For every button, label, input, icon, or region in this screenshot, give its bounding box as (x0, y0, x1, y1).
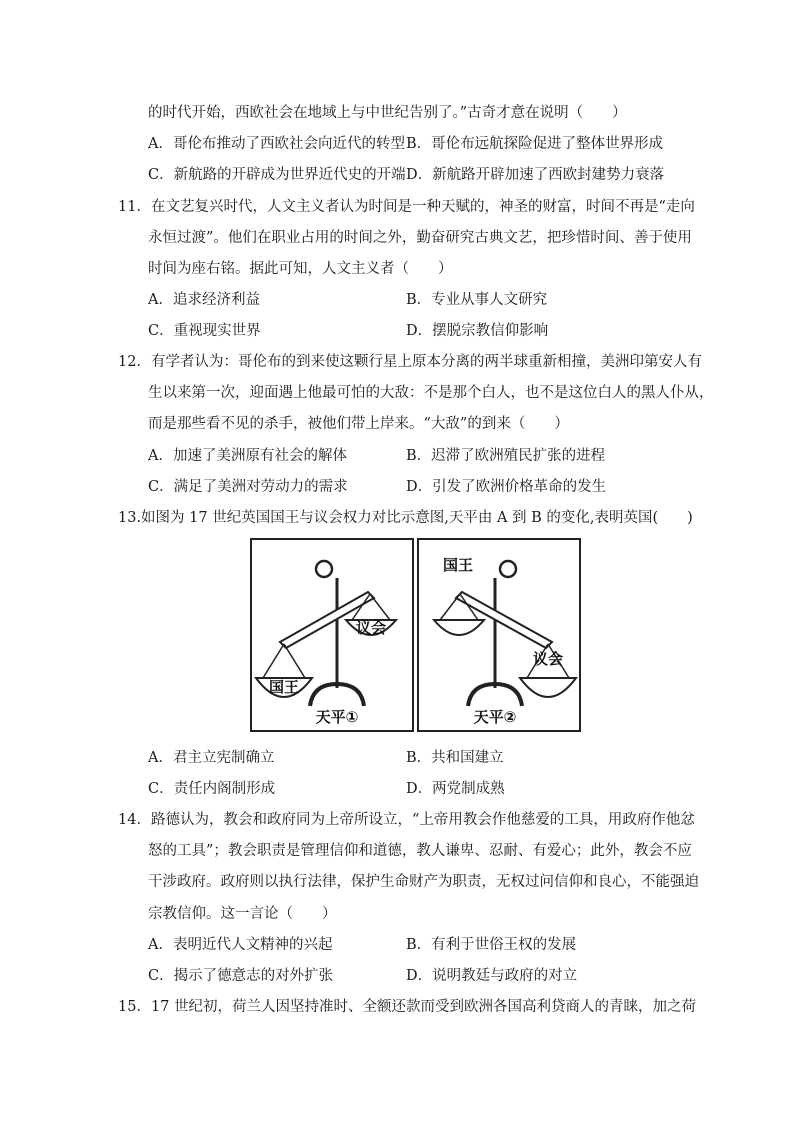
q14-stem-line: 宗教信仰。这一言论（ ） (148, 906, 337, 922)
q13-option-b[interactable]: B．共和国建立 (406, 750, 504, 766)
left-upper-pan-label: 议会 (355, 619, 387, 637)
q11-stem-line: 永恒过渡”。他们在职业占用的时间之外，勤奋研究古典文艺，把珍惜时间、善于使用 (148, 230, 692, 246)
q12-stem-line: 而是那些看不见的杀手，被他们带上岸来。“大敌”的到来（ ） (148, 416, 569, 432)
q13-stem-line: 13.如图为 17 世纪英国国王与议会权力对比示意图,天平由 A 到 B 的变化,表明英国( ) (118, 510, 693, 526)
q13-option-d[interactable]: D．两党制成熟 (406, 781, 505, 797)
q14-stem-line: 干涉政府。政府则以执行法律，保护生命财产为职责，无权过问信仰和良心，不能强迫 (148, 874, 699, 890)
q10-option-a[interactable]: A．哥伦布推动了西欧社会向近代的转型 (148, 136, 405, 152)
q13-option-c[interactable]: C．责任内阁制形成 (148, 781, 276, 797)
q14-option-b[interactable]: B．有利于世俗王权的发展 (406, 937, 577, 953)
q12-stem-line: 生以来第一次，迎面遇上他最可怕的大敌：不是那个白人，也不是这位白人的黑人仆从， (148, 385, 714, 401)
q10-option-c[interactable]: C．新航路的开辟成为世界近代史的开端 (148, 167, 406, 183)
q10-stem-line: 的时代开始，西欧社会在地域上与中世纪告别了。”古奇才意在说明（ ） (148, 105, 627, 121)
right-caption: 天平② (473, 708, 517, 726)
balance-figure (250, 538, 582, 732)
right-lower-pan-label: 议会 (532, 650, 564, 668)
q11-option-d[interactable]: D．摆脱宗教信仰影响 (406, 323, 549, 339)
q11-option-b[interactable]: B．专业从事人文研究 (406, 292, 548, 308)
left-lower-pan-label: 国王 (268, 678, 300, 696)
q10-option-b[interactable]: B．哥伦布远航探险促进了整体世界形成 (406, 136, 664, 152)
q14-stem-line: 怒的工具”；教会职责是管理信仰和道德，教人谦卑、忍耐、有爱心；此外，教会不应 (148, 843, 692, 859)
balance-panel-right (418, 539, 580, 731)
q12-option-d[interactable]: D．引发了欧洲价格革命的发生 (406, 479, 607, 495)
q12-option-a[interactable]: A．加速了美洲原有社会的解体 (148, 448, 347, 464)
q12-stem-line: 12．有学者认为：哥伦布的到来使这颗行星上原本分离的两半球重新相撞，美洲印第安人有 (118, 354, 702, 370)
q11-option-c[interactable]: C．重视现实世界 (148, 323, 261, 339)
q11-stem-line: 11．在文艺复兴时代，人文主义者认为时间是一种天赋的，神圣的财富，时间不再是“走向 (118, 199, 695, 215)
q15-stem-line: 15．17 世纪初，荷兰人因坚持准时、全额还款而受到欧洲各国高利贷商人的青睐，加之荷 (118, 999, 697, 1015)
q11-option-a[interactable]: A．追求经济利益 (148, 292, 260, 308)
q12-option-b[interactable]: B．迟滞了欧洲殖民扩张的进程 (406, 448, 606, 464)
q11-stem-line: 时间为座右铭。据此可知，人文主义者（ ） (148, 261, 453, 277)
q14-option-a[interactable]: A．表明近代人文精神的兴起 (148, 937, 333, 953)
q13-option-a[interactable]: A．君主立宪制确立 (148, 750, 275, 766)
q14-stem-line: 14．路德认为，教会和政府同为上帝所设立，“上帝用教会作他慈爱的工具，用政府作他忿 (118, 812, 695, 828)
q14-option-d[interactable]: D．说明教廷与政府的对立 (406, 968, 578, 984)
left-caption: 天平① (315, 708, 359, 726)
q12-option-c[interactable]: C．满足了美洲对劳动力的需求 (148, 479, 348, 495)
q10-option-d[interactable]: D．新航路开辟加速了西欧封建势力衰落 (406, 167, 665, 183)
balance-panel-left (251, 539, 413, 731)
right-upper-pan-label: 国王 (442, 556, 474, 574)
q14-option-c[interactable]: C．揭示了德意志的对外扩张 (148, 968, 334, 984)
